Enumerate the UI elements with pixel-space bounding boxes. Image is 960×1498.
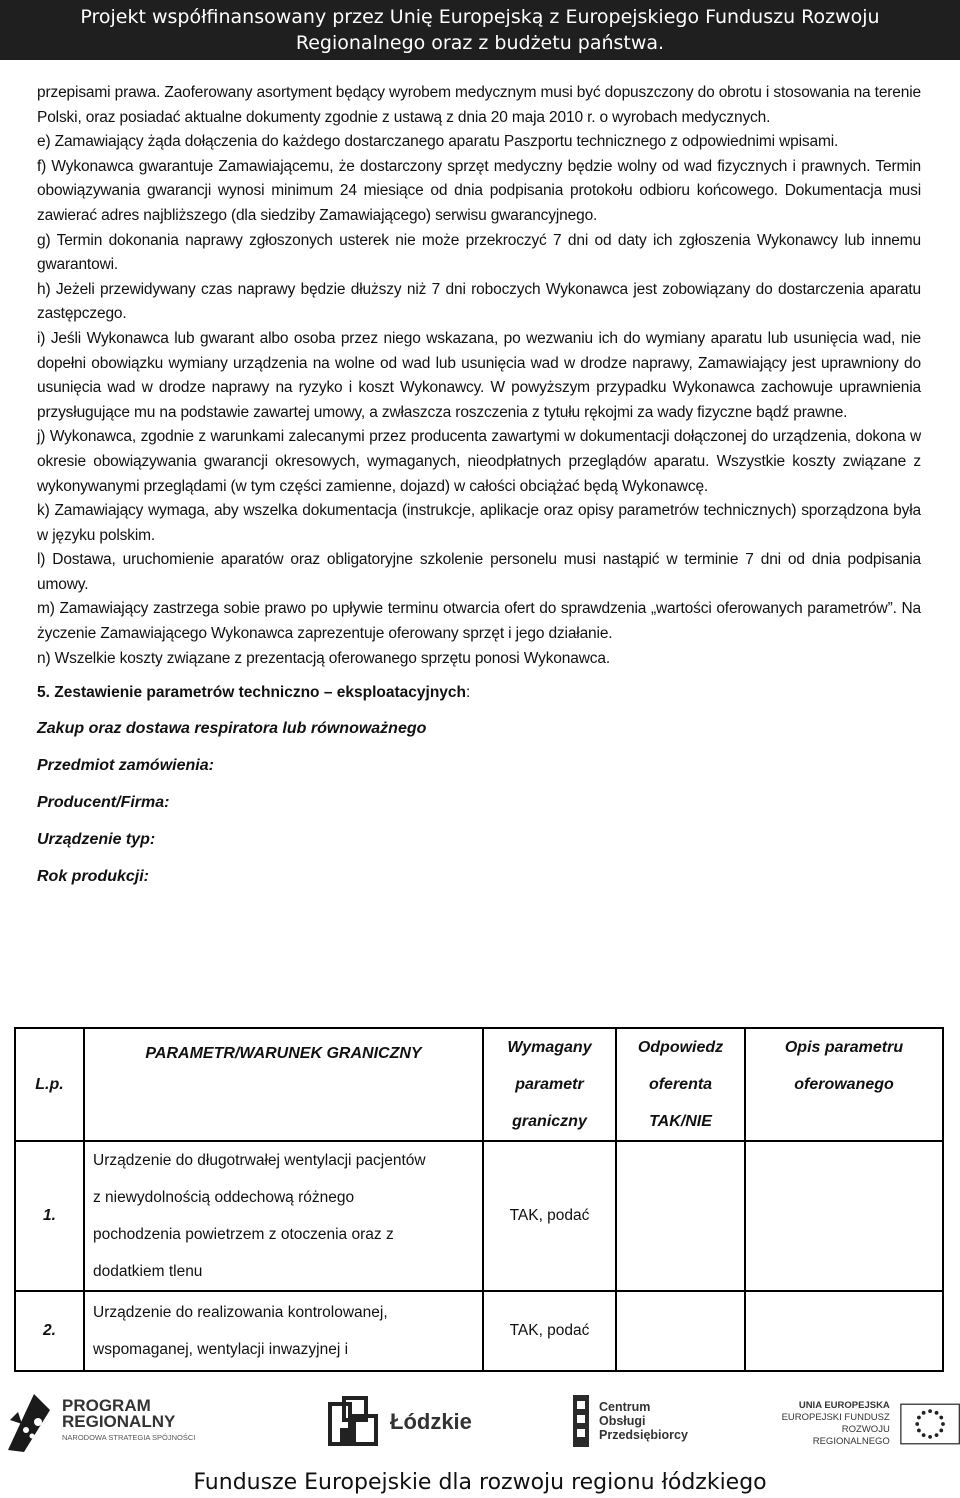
table-row [15,1291,943,1371]
row-param-line: Urządzenie do długotrwałej wentylacji pacjentów [93,1152,426,1169]
centrum-text: Centrum [599,1400,651,1414]
field-rok-produkcji: Rok produkcji: [37,868,150,886]
footer-text: Fundusze Europejskie dla rozwoju regionu łódzkiego [193,1470,767,1495]
row-param-line: z niewydolnością oddechową różnego [93,1189,355,1206]
table-header-row [15,1028,943,1141]
row-answer-cell[interactable] [616,1291,745,1371]
document-body [37,81,921,902]
header-line-2: Regionalnego oraz z budżetu państwa. [295,32,665,54]
row-param-line: pochodzenia powietrzem z otoczenia oraz z [93,1226,394,1243]
regionalny-text: REGIONALNY [62,1412,176,1431]
paragraph-n: n) Wszelkie koszty związane z prezentacją oferowanego sprzętu ponosi Wykonawca. [37,649,610,667]
row-param-line: dodatkiem tlenu [93,1263,203,1280]
paragraph-m: m) Zamawiający zastrzega sobie prawo po upływie terminu otwarcia ofert do sprawdzenia „wartości oferowanych parametrów”. Na życzenie Zamawiającego Wykonawca zaprezentuje oferowany sprzęt i jego działanie. [37,600,921,643]
efrr-text-1: EUROPEJSKI FUNDUSZ [781,1412,890,1423]
eu-flag-icon [900,1400,960,1448]
order-fields [37,717,921,889]
paragraph-intro: przepisami prawa. Zaoferowany asortyment będący wyrobem medycznym musi być dopuszczony do obrotu i stosowania na terenie Polski, oraz posiadać aktualne dokumenty zgodnie z ustawą z dnia 20 maja 2010 r. o wyrobach medycznych. [37,84,922,126]
document-header [0,0,960,60]
section-title [37,681,921,705]
field-urzadzenie-typ: Urządzenie typ: [37,831,156,849]
row-required: TAK, podać [483,1291,616,1371]
row-answer-cell[interactable] [616,1141,745,1291]
order-subject: Zakup oraz dostawa respiratora lub równoważnego [37,720,427,738]
paragraph-h: h) Jeżeli przewidywany czas naprawy będzie dłuższy niż 7 dni roboczych Wykonawca jest zobowiązany do dostarczenia aparatu zastępczego. [37,280,921,323]
header-answer [616,1028,745,1141]
przedsiebiorcy-text: Przedsiębiorcy [599,1428,688,1442]
header-desc-l2: oferowanego [794,1076,894,1093]
header-lp: L.p. [15,1028,84,1141]
row-lp: 1. [15,1141,84,1291]
program-regionalny-emblem-icon [4,1390,52,1454]
strategia-text: NARODOWA STRATEGIA SPÓJNOŚCI [62,1433,196,1442]
header-desc [745,1028,943,1141]
section-title-colon: : [466,684,471,702]
header-answer-l3: TAK/NIE [649,1113,712,1130]
eu-logo [780,1396,960,1452]
obslugi-text: Obsługi [599,1414,646,1428]
paragraph-e: e) Zamawiający żąda dołączenia do każdego dostarczanego aparatu Paszportu technicznego z odpowiednimi wpisami. [37,133,839,151]
header-line-1: Projekt współfinansowany przez Unię Europejską z Europejskiego Funduszu Rozwoju [80,6,880,28]
lodzkie-emblem-icon [326,1394,382,1450]
paragraph-i: i) Jeśli Wykonawca lub gwarant albo osoba przez niego wskazana, po wezwaniu ich do wymiany aparatu lub usunięcia wad, nie dopełni obowiązku wymiany urządzenia na wolne od wad lub usunięcia wad w drodze naprawy, Zamawiający jest uprawniony do usunięcia wad w drodze naprawy na ryzyko i koszt Wykonawcy. W powyższym przypadku Wykonawca zachowuje uprawnienia przysługujące mu na podstawie zawartej umowy, a zwłaszcza roszczenia z tytułu rękojmi za wady fizyczne bądź prawne. [37,329,921,421]
paragraph-l: l) Dostawa, uruchomienie aparatów oraz obligatoryjne szkolenie personelu musi nastąpić w terminie 7 dni od dnia podpisania umowy. [37,551,921,593]
footer-logos [0,1388,960,1456]
ue-text: UNIA EUROPEJSKA [798,1400,890,1411]
field-przedmiot: Przedmiot zamówienia: [37,757,214,775]
row-desc-cell[interactable] [745,1141,943,1291]
row-lp: 2. [15,1291,84,1371]
header-required [483,1028,616,1141]
lodzkie-logo [326,1392,472,1452]
row-param-line: wspomaganej, wentylacji inwazyjnej i [93,1341,349,1358]
lodzkie-text: Łódzkie [390,1409,472,1434]
program-regionalny-logo [4,1390,195,1454]
section-title-text: 5. Zestawienie parametrów techniczno – eksploatacyjnych [37,684,466,702]
program-text: PROGRAM [62,1396,151,1415]
header-param: PARAMETR/WARUNEK GRANICZNY [84,1028,483,1141]
cop-logo [569,1390,688,1452]
row-desc-cell[interactable] [745,1291,943,1371]
parameters-table [14,1027,944,1372]
table-row [15,1141,943,1291]
cop-emblem-icon [569,1391,593,1451]
header-desc-l1: Opis parametru [784,1039,904,1056]
row-required: TAK, podać [483,1141,616,1291]
header-required-l3: graniczny [512,1113,587,1130]
header-answer-l1: Odpowiedz [637,1039,724,1056]
field-producent: Producent/Firma: [37,794,170,812]
paragraph-f: f) Wykonawca gwarantuje Zamawiającemu, że dostarczony sprzęt medyczny będzie wolny od wad fizycznych i prawnych. Termin obowiązywania gwarancji wynosi minimum 24 miesiące od dnia podpisania protokołu odbioru końcowego. Dokumentacja musi zawierać adres najbliższego (dla siedziby Zamawiającego) serwisu gwarancyjnego. [37,157,921,224]
header-answer-l2: oferenta [648,1076,713,1093]
header-required-l2: parametr [515,1076,584,1093]
efrr-text-2: ROZWOJU REGIONALNEGO [812,1424,890,1447]
row-param-line: Urządzenie do realizowania kontrolowanej, [93,1304,388,1321]
paragraph-k: k) Zamawiający wymaga, aby wszelka dokumentacja (instrukcje, aplikacje oraz opisy parametrów technicznych) sporządzona była w języku polskim. [37,502,921,544]
header-required-l1: Wymagany [507,1039,592,1056]
row-param [84,1291,483,1371]
row-param [84,1141,483,1291]
paragraph-j: j) Wykonawca, zgodnie z warunkami zalecanymi przez producenta zawartymi w dokumentacji dołączonej do urządzenia, dokona w okresie obowiązywania gwarancji okresowych, wymaganych, nieodpłatnych przeglądów aparatu. Wszystkie koszty związane z wykonywanymi przeglądami (w tym części zamienne, dojazd) w całości obciążać będą Wykonawcę. [37,428,921,495]
paragraph-g: g) Termin dokonania naprawy zgłoszonych usterek nie może przekroczyć 7 dni od daty ich zgłoszenia Wykonawcy lub innemu gwarantowi. [37,231,921,274]
